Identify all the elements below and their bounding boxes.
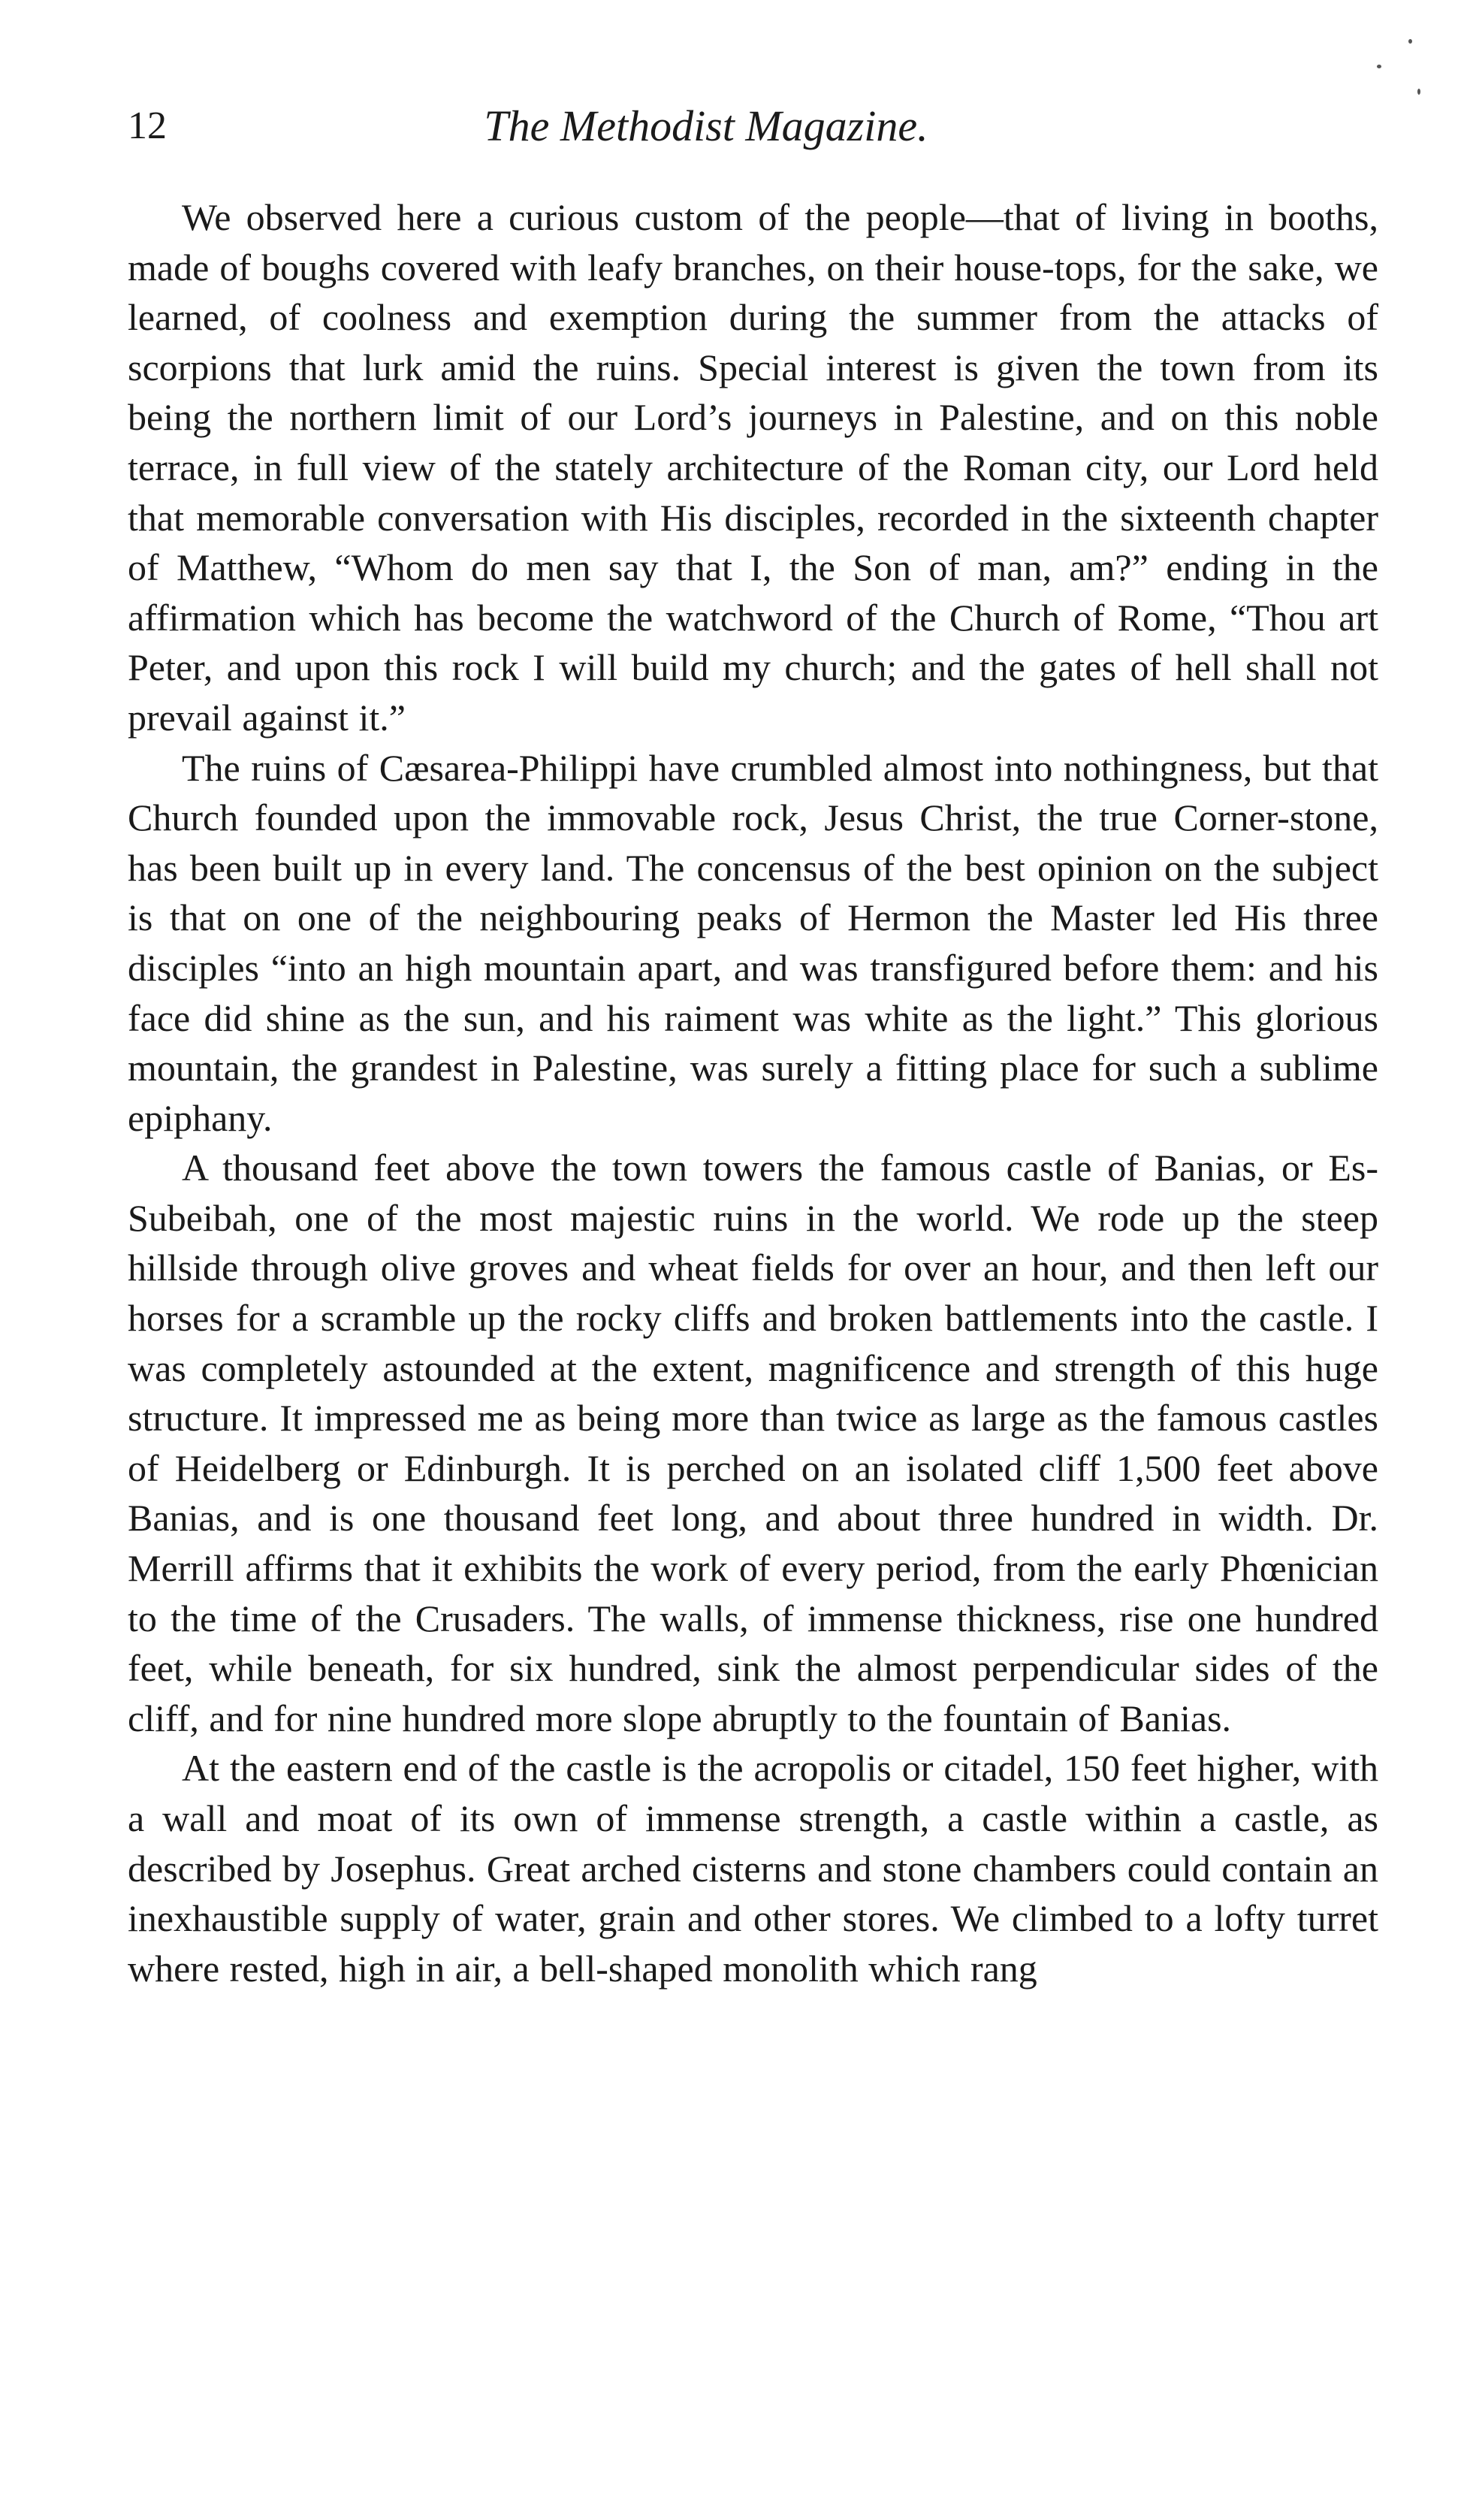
paragraph-2: The ruins of Cæsarea-Philippi have crumbled almost into nothingness, but that Church founded upon the immovable rock, Jesus Christ, the true Corner-stone, has been built up in every land. The concensus of the best opinion on the subject is that on one of the neighbouring peaks of Hermon the Master led His three disciples “into an high mountain apart, and was transfigured before them: and his face did shine as the sun, and his raiment was white as the light.” This glorious mountain, the grandest in Palestine, was surely a fitting place for such a sublime epiphany.: [128, 746, 1378, 1139]
speck-2: [1377, 65, 1381, 68]
page-number: 12: [128, 104, 167, 147]
speck-1: [1408, 39, 1412, 44]
paragraph-4: At the eastern end of the castle is the acropolis or citadel, 150 feet higher, with a wall and moat of its own of immense strength, a castle within a castle, as described by Josephus. Great arched cisterns and stone chambers could contain an inexhaustible supply of water, grain and other stores. We climbed to a lofty turret where rested, high in air, a bell-shaped monolith which rang: [128, 1747, 1378, 1990]
paragraph-1: We observed here a curious custom of the people—that of living in booths, made of boughs covered with leafy branches, on their house-tops, for the sake, we learned, of coolness and exemption during the summer from the attacks of scorpions that lurk amid the ruins. Special interest is given the town from its being the northern limit of our Lord’s journeys in Palestine, and on this noble terrace, in full view of the stately architecture of the Roman city, our Lord held that memorable conversation with His disciples, recorded in the sixteenth chapter of Matthew, “Whom do men say that I, the Son of man, am?” ending in the affirmation which has become the watchword of the Church of Rome, “Thou art Peter, and upon this rock I will build my church; and the gates of hell shall not prevail against it.”: [128, 196, 1378, 739]
running-head: [128, 96, 1375, 156]
speck-3: [1417, 89, 1420, 95]
body-text: [128, 192, 1378, 1993]
paragraph-3: A thousand feet above the town towers the famous castle of Banias, or Es-Subeibah, one of the most majestic ruins in the world. We rode up the steep hillside through olive groves and wheat fields for over an hour, and then left our horses for a scramble up the rocky cliffs and broken battlements into the castle. I was completely astounded at the extent, magnificence and strength of this huge structure. It impressed me as being more than twice as large as the famous castles of Heidelberg or Edinburgh. It is perched on an isolated cliff 1,500 feet above Banias, and is one thousand feet long, and about three hundred in width. Dr. Merrill affirms that it exhibits the work of every period, from the early Phœnician to the time of the Crusaders. The walls, of immense thickness, rise one hundred feet, while beneath, for six hundred, sink the almost perpendicular sides of the cliff, and for nine hundred more slope abruptly to the fountain of Banias.: [128, 1147, 1378, 1739]
journal-title: The Methodist Magazine.: [484, 101, 928, 150]
